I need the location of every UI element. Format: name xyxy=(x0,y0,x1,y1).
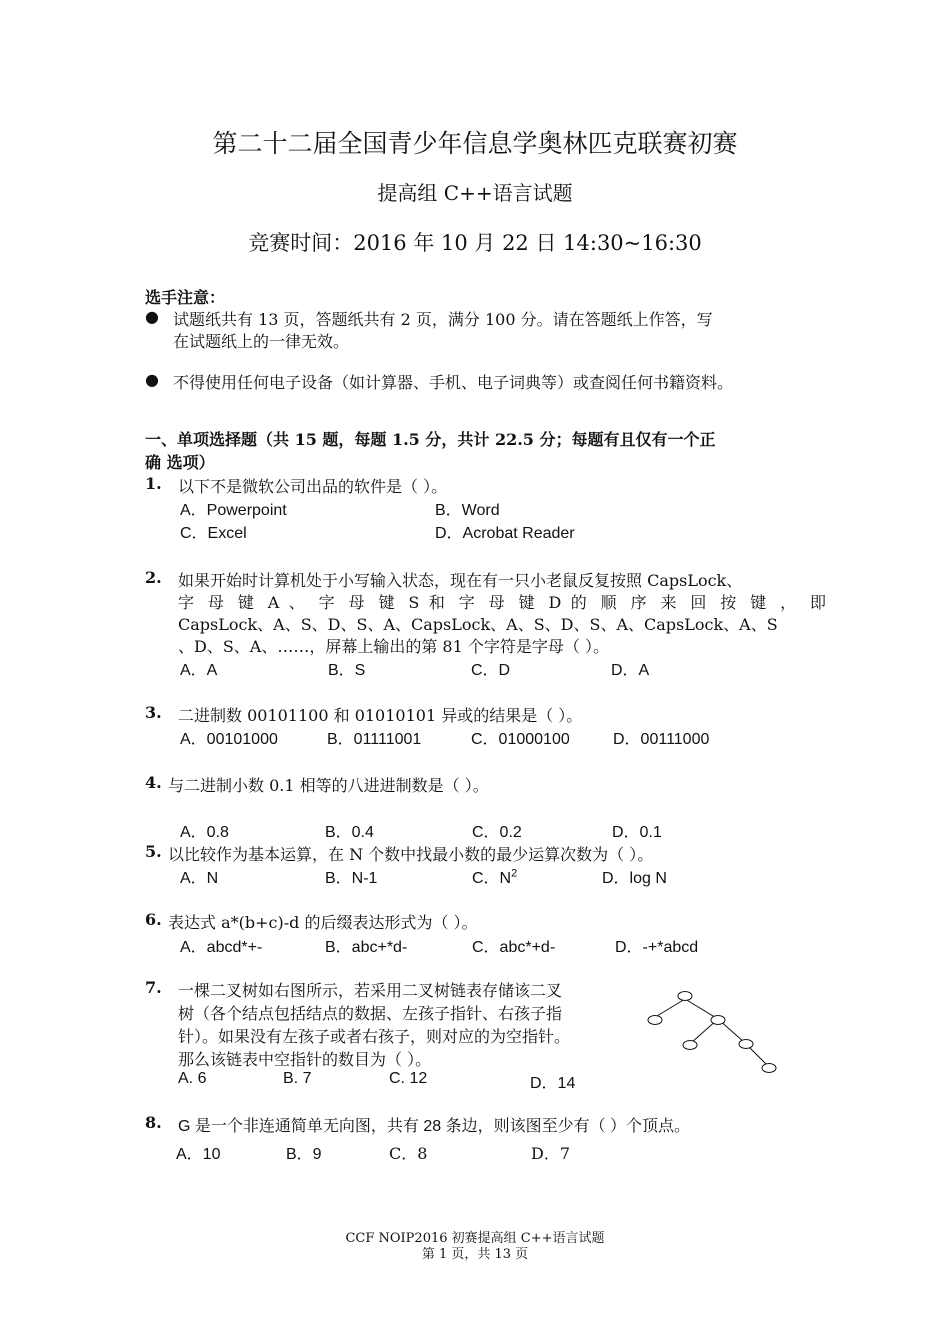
question-number: 6. xyxy=(145,910,162,929)
option-b: B．9 xyxy=(286,1146,322,1163)
tree-edge xyxy=(685,999,718,1019)
option-c: C．0.2 xyxy=(472,824,522,841)
question-number: 5. xyxy=(145,842,162,861)
option-b: B．01111001 xyxy=(327,731,422,748)
section-heading-line2: 确 选项） xyxy=(145,453,215,472)
option-c: C．01000100 xyxy=(471,731,570,748)
question-text: G 是一个非连通简单无向图，共有 28 条边，则该图至少有（ ）个顶点。 xyxy=(178,1118,691,1135)
option-c: C. 12 xyxy=(389,1070,428,1087)
tree-node xyxy=(739,1040,753,1049)
question-text: 表达式 a*(b+c)-d 的后缀表达形式为（ ）。 xyxy=(168,913,478,932)
question-number: 1. xyxy=(145,474,162,493)
footer-title: CCF NOIP2016 初赛提高组 C++语言试题 xyxy=(345,1231,605,1246)
option-b: B．abc+*d- xyxy=(325,939,408,956)
option-a: A. 6 xyxy=(178,1070,207,1087)
notice-heading: 选手注意： xyxy=(145,290,226,307)
superscript: 2 xyxy=(511,867,518,880)
option-b: B．S xyxy=(328,662,366,679)
exam-title: 第二十二届全国青少年信息学奥林匹克联赛初赛 xyxy=(212,129,738,158)
option-b: B. 7 xyxy=(283,1070,312,1087)
option-a: A．N xyxy=(180,870,219,887)
option-a: A．A xyxy=(180,662,218,679)
notice-bullet1-line1: 试题纸共有 13 页，答题纸共有 2 页，满分 100 分。请在答题纸上作答，写 xyxy=(173,310,713,329)
option-d: D．log N xyxy=(602,870,667,887)
question-line: 那么该链表中空指针的数目为（ ）。 xyxy=(178,1050,432,1069)
option-d: D．-+*abcd xyxy=(615,939,699,956)
option-a: A．0.8 xyxy=(180,824,229,841)
question-line: 、D、S、A、……，屏幕上输出的第 81 个字符是字母（ ）。 xyxy=(178,637,609,656)
question-line: 一棵二叉树如右图所示，若采用二叉树链表存储该二叉 xyxy=(178,981,563,1000)
option-d: D．Acrobat Reader xyxy=(435,525,575,542)
question-line: 针）。如果没有左孩子或者右孩子，则对应的为空指针。 xyxy=(178,1027,571,1046)
notice-bullet1-line2: 在试题纸上的一律无效。 xyxy=(173,332,350,351)
question-number: 8. xyxy=(145,1113,162,1132)
tree-node xyxy=(648,1016,662,1025)
option-c: C．Excel xyxy=(180,525,247,542)
tree-node xyxy=(678,992,692,1001)
exam-subtitle: 提高组 C++语言试题 xyxy=(377,181,573,205)
section-heading-line1: 一、单项选择题（共 15 题，每题 1.5 分，共计 22.5 分；每题有且仅有一个正 xyxy=(145,430,716,449)
option-d: D．00111000 xyxy=(613,731,710,748)
question-line: 树（各个结点包括结点的数据、左孩子指针、右孩子指 xyxy=(178,1004,563,1023)
option-d: D．0.1 xyxy=(612,824,662,841)
option-a: A．00101000 xyxy=(180,731,278,748)
option-d: D．14 xyxy=(530,1075,576,1092)
option-c xyxy=(472,865,517,888)
question-text: 以下不是微软公司出品的软件是（ ）。 xyxy=(178,477,448,496)
option-a: A．Powerpoint xyxy=(180,502,287,519)
notice-bullet2: 不得使用任何电子设备（如计算器、手机、电子词典等）或查阅任何书籍资料。 xyxy=(173,373,734,392)
question-line: CapsLock、A、S、D、S、A、CapsLock、A、S、D、S、A、CapsLock、A、S xyxy=(178,615,778,634)
option-c: C．D xyxy=(471,662,511,679)
question-text: 二进制数 00101100 和 01010101 异或的结果是（ ）。 xyxy=(178,706,583,725)
option-a: A．10 xyxy=(176,1146,221,1163)
question-text: 以比较作为基本运算，在 N 个数中找最小数的最少运算次数为（ ）。 xyxy=(168,845,654,864)
bullet-icon: ● xyxy=(145,370,159,389)
option-c: C．8 xyxy=(389,1144,428,1163)
option-c-text: C．N xyxy=(472,870,512,887)
option-d: D．A xyxy=(611,662,650,679)
tree-edge xyxy=(657,999,685,1016)
option-d: D．7 xyxy=(531,1144,571,1163)
question-line: 字 母 键 A 、 字 母 键 S 和 字 母 键 D 的 顺 序 来 回 按 键 ， 即 xyxy=(178,593,826,612)
option-c: C．abc*+d- xyxy=(472,939,556,956)
page-number: 第 1 页，共 13 页 xyxy=(421,1247,529,1262)
option-b: B．0.4 xyxy=(325,824,374,841)
question-line: 如果开始时计算机处于小写输入状态，现在有一只小老鼠反复按照 CapsLock、 xyxy=(178,571,743,590)
exam-time: 竞赛时间：2016 年 10 月 22 日 14:30~16:30 xyxy=(248,231,702,255)
binary-tree-figure xyxy=(640,985,790,1080)
question-number: 4. xyxy=(145,773,162,792)
tree-node xyxy=(711,1016,725,1025)
tree-node xyxy=(762,1064,776,1073)
option-a: A．abcd*+- xyxy=(180,939,263,956)
option-b: B．Word xyxy=(435,502,500,519)
question-number: 2. xyxy=(145,568,162,587)
option-b: B．N-1 xyxy=(325,870,378,887)
question-number: 3. xyxy=(145,703,162,722)
question-number: 7. xyxy=(145,978,162,997)
bullet-icon: ● xyxy=(145,307,159,326)
tree-node xyxy=(683,1041,697,1050)
question-text: 与二进制小数 0.1 相等的八进进制数是（ ）。 xyxy=(168,776,489,795)
